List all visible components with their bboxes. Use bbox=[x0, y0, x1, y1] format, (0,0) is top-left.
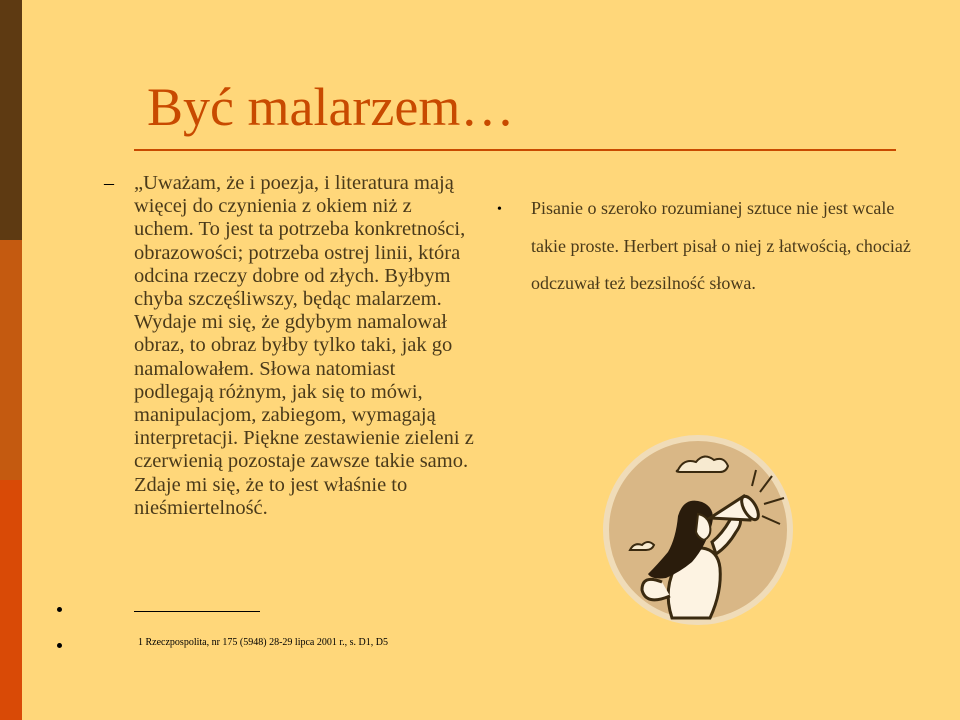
quote-text: „Uważam, że i poezja, i literatura mają więcej do czynienia z okiem niż z uchem. To jest ta potrzeba konkretności, obrazowości; potrzeba ostrej linii, która odcina rzeczy dobre od złych. Byłbym chyba szczęśliwszy, będąc malarzem. Wydaje mi się, że gdybym namalował obraz, to obraz byłby tylko taki, jak go namalowałem. Słowa natomiast podlegają różnym, jak się to mówi, manipulacjom, zabiegom, wymagają interpretacji. Piękne zestawienie zieleni z czerwienią pozostaje zawsze takie samo. Zdaje mi się, że to jest właśnie to nieśmiertelność. bbox=[134, 172, 474, 519]
decor-stripe-bottom bbox=[0, 480, 22, 720]
empty-bullet-dot bbox=[57, 607, 62, 612]
slide-title: Być malarzem… bbox=[147, 77, 515, 137]
right-paragraph: Pisanie o szeroko rozumianej sztuce nie jest wcale takie proste. Herbert pisał o niej z łatwością, chociaż odczuwał też bezsilność słowa. bbox=[531, 198, 911, 293]
footnote-bullet-dot bbox=[57, 643, 62, 648]
footnote-text: 1 Rzeczpospolita, nr 175 (5948) 28-29 lipca 2001 r., s. D1, D5 bbox=[138, 637, 388, 648]
title-underline bbox=[134, 149, 896, 151]
right-bullet-marker: • bbox=[497, 202, 502, 217]
decor-stripe-middle bbox=[0, 240, 22, 480]
footnote-separator bbox=[134, 611, 260, 612]
woman-with-megaphone-icon bbox=[600, 432, 796, 628]
decor-stripe-top bbox=[0, 0, 22, 240]
quote-bullet-marker: – bbox=[104, 172, 114, 194]
